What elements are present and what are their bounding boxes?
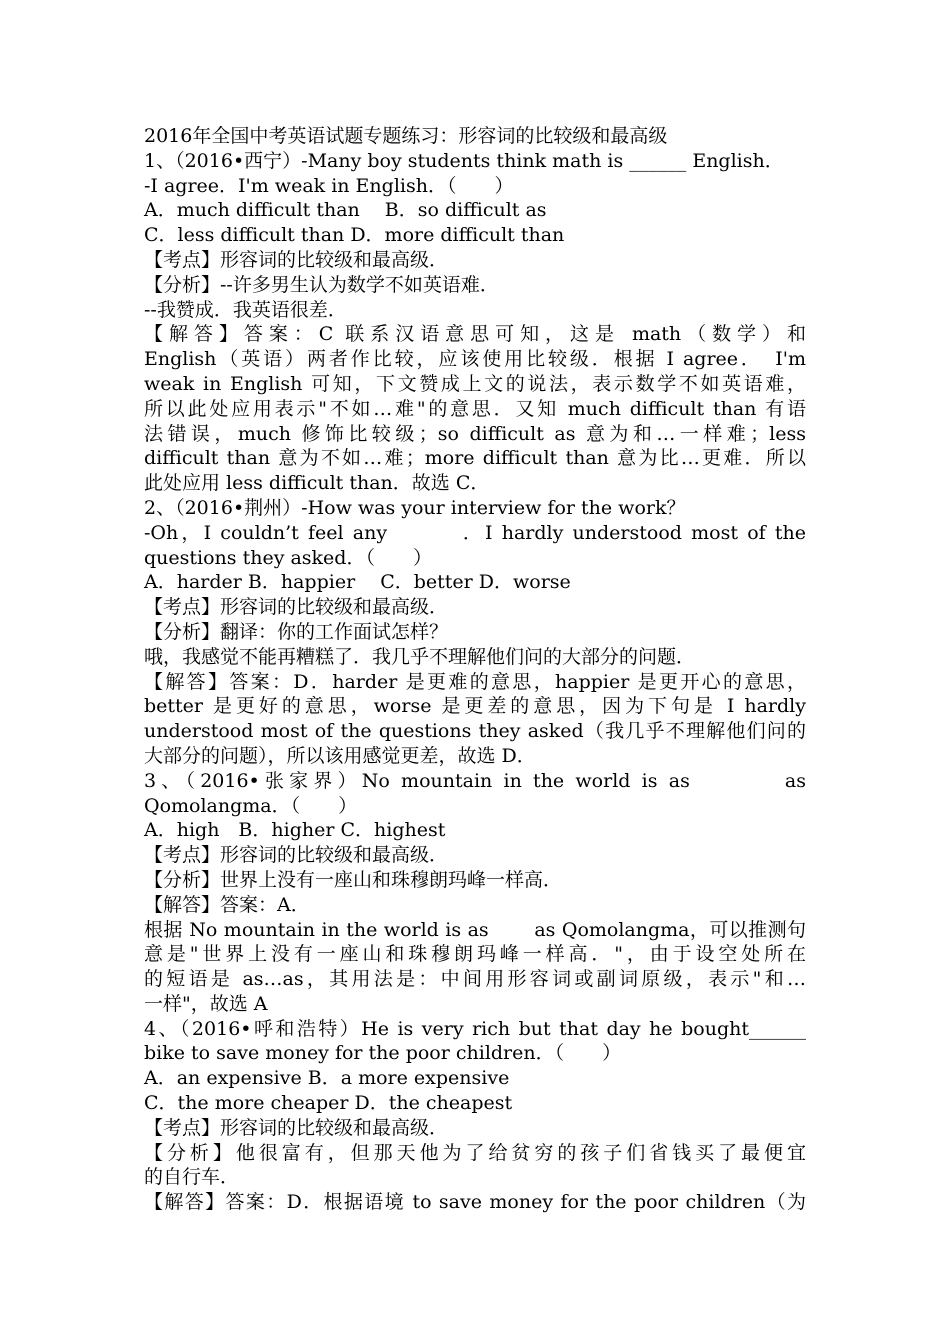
text-line: weak in English 可知，下文赞成上文的说法，表示数学不如英语难，	[144, 372, 806, 395]
text-line: C．the more cheaper D．the cheapest	[144, 1092, 513, 1115]
text-line: 的短语是 as…as，其用法是：中间用形容词或副词原级，表示"和…	[144, 968, 806, 991]
text-line: 2016年全国中考英语试题专题练习：形容词的比较级和最高级	[144, 125, 668, 147]
text-line: 【解答】答案：A．	[144, 893, 310, 916]
text-line: A．an expensive B．a more expensive	[144, 1067, 510, 1090]
text-line: 【分析】世界上没有一座山和珠穆朗玛峰一样高．	[144, 868, 563, 891]
text-line: better 是更好的意思，worse 是更差的意思，因为下句是 I hardly	[144, 695, 806, 718]
text-line: 【解答】答案：C 联系汉语意思可知，这是 math（数学）和	[144, 323, 806, 346]
text-line: 意是"世界上没有一座山和珠穆朗玛峰一样高．"，由于设空处所在	[144, 943, 806, 966]
text-line: 【解答】答案：D．harder 是更难的意思，happier 是更开心的意思，	[144, 670, 806, 693]
text-line: 此处应用 less difficult than．故选 C．	[144, 472, 490, 495]
text-line: A．high B．higher C．highest	[144, 819, 446, 842]
text-line: 【分析】他很富有，但那天他为了给贫穷的孩子们省钱买了最便宜	[144, 1141, 806, 1164]
text-line: questions they asked．（ ）	[144, 546, 432, 569]
text-line: 所以此处应用表示"不如…难"的意思．又知 much difficult than 有语	[144, 397, 806, 420]
text-line: 一样"，故选 A	[144, 992, 268, 1015]
text-line: English（英语）两者作比较，应该使用比较级．根据 I agree． I'm	[144, 348, 806, 371]
text-line: -Oh，I couldn’t feel any ．I hardly understood most of the	[144, 521, 806, 544]
text-line: 的自行车．	[144, 1166, 240, 1189]
text-line: 1、（2016•西宁）-Many boy students think math is ______ English．	[144, 149, 784, 172]
text-line: difficult than 意为不如…难；more difficult than 意为比…更难．所以	[144, 447, 806, 470]
text-line: Qomolangma．（ ）	[144, 794, 358, 817]
document-page	[144, 124, 806, 1215]
text-line: bike to save money for the poor children．（ ）	[144, 1042, 622, 1065]
text-line: 根据 No mountain in the world is as as Qomolangma，可以推测句	[144, 918, 806, 941]
text-line: 【分析】--许多男生认为数学不如英语难．	[144, 273, 499, 296]
text-line: 【考点】形容词的比较级和最高级．	[144, 596, 449, 619]
text-line: 2、（2016•荆州）-How was your interview for the work？	[144, 496, 686, 519]
text-line: 【考点】形容词的比较级和最高级．	[144, 844, 449, 867]
text-line: -I agree．I'm weak in English．（ ）	[144, 174, 514, 197]
text-line: 【解答】答案：D．根据语境 to save money for the poor children（为	[144, 1191, 806, 1214]
text-line: 哦，我感觉不能再糟糕了．我几乎不理解他们问的大部分的问题．	[144, 645, 696, 668]
text-line: 【考点】形容词的比较级和最高级．	[144, 248, 449, 271]
text-line: C．less difficult than D．more difficult than	[144, 224, 565, 247]
text-line: 3、（2016•张家界）No mountain in the world is as as	[144, 769, 806, 792]
text-line: 【分析】翻译：你的工作面试怎样？	[144, 620, 449, 643]
text-line: --我赞成．我英语很差．	[144, 298, 347, 321]
text-line: A．harder B．happier C．better D．worse	[144, 571, 571, 594]
text-line: 4、（2016•呼和浩特）He is very rich but that day he bought______	[144, 1017, 806, 1040]
text-line: understood most of the questions they asked（我几乎不理解他们问的	[144, 720, 806, 743]
text-line: A．much difficult than B．so difficult as	[144, 199, 547, 222]
text-line: 大部分的问题），所以该用感觉更差，故选 D．	[144, 744, 536, 767]
text-line: 【考点】形容词的比较级和最高级．	[144, 1116, 449, 1139]
text-line: 法错误，much 修饰比较级；so difficult as 意为和…一样难；less	[144, 422, 806, 445]
